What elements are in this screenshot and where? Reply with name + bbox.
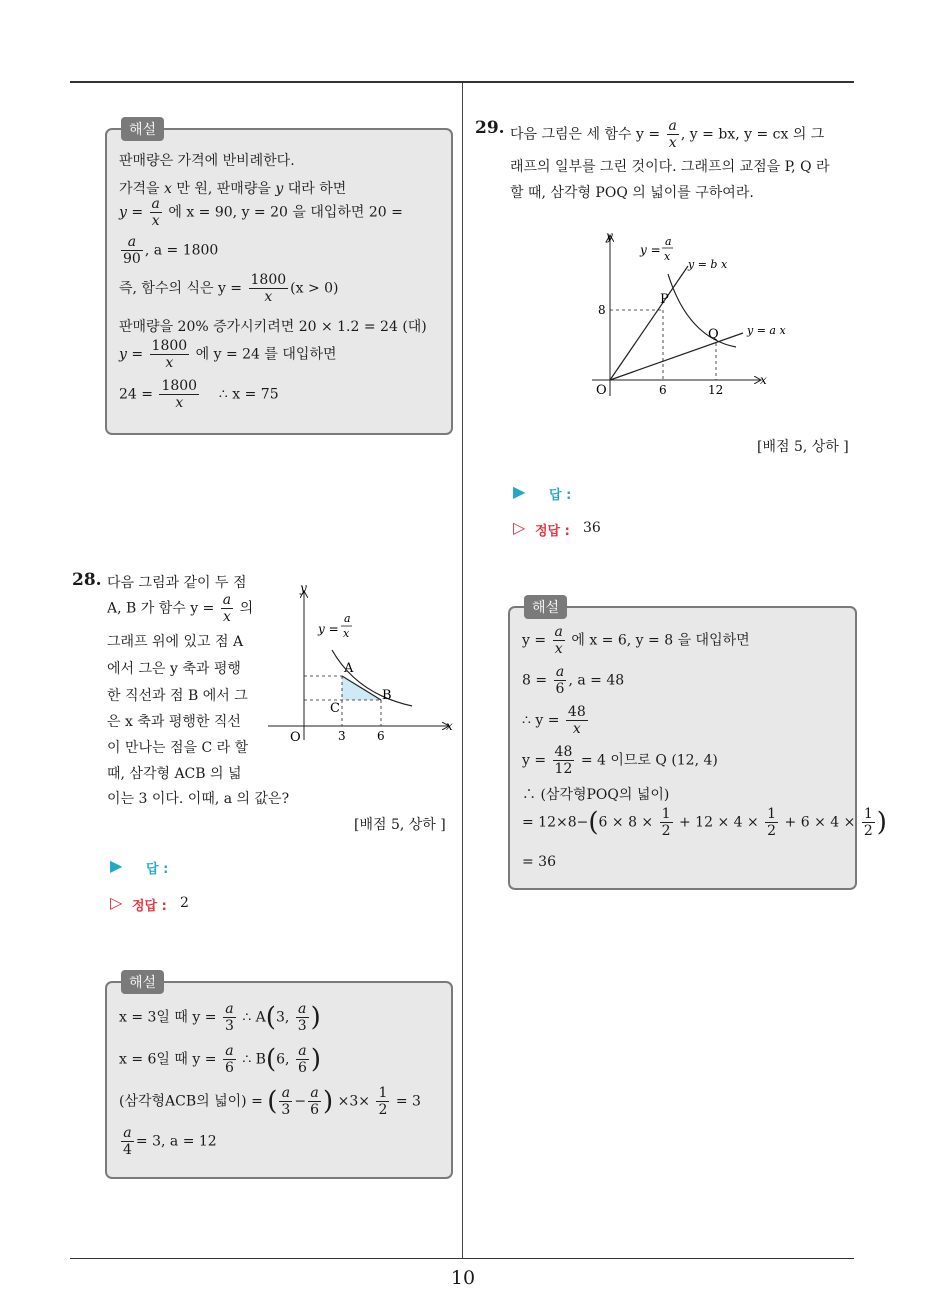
q29-label-x: x xyxy=(760,373,767,387)
q29-answer-label: 답 : xyxy=(549,488,572,503)
q29e-line-2: 8 = $\frac{a}{6}$ , a = 48 xyxy=(522,664,625,697)
q27-line-4: $\frac{a}{90}$ , a = 1800 xyxy=(123,234,219,267)
q28-correct-value: 2 xyxy=(180,895,189,911)
explanation-tab: 해설 xyxy=(121,970,164,994)
q29-line-1: 다음 그림은 세 함수 y = $\frac{a}{x}$ , y = bx, y = cx 의 그 xyxy=(510,118,825,151)
q29-line-ax xyxy=(610,333,743,380)
q28-line-5: 한 직선과 점 B 에서 그 xyxy=(107,688,248,704)
q28-line-3: 그래프 위에 있고 점 A xyxy=(107,634,244,650)
q28-score: [배점 5, 상하 ] xyxy=(354,817,446,833)
q28e-line-4: $\frac{a}{4}$ = 3, a = 12 xyxy=(123,1125,217,1158)
q28-line-6: 은 x 축과 평행한 직선 xyxy=(107,714,241,730)
explanation-tab: 해설 xyxy=(121,117,164,141)
q29-line-bx xyxy=(610,266,688,380)
q28-line-7: 이 만나는 점을 C 라 할 xyxy=(107,740,249,756)
q28-line-8: 때, 삼각형 ACB 의 넓 xyxy=(107,766,242,782)
q29-func-label: y = xyxy=(640,243,661,257)
q28-correct-label: 정답 : xyxy=(132,899,167,914)
bottom-rule xyxy=(70,1258,854,1259)
q28e-line-1: x = 3일 때 y = $\frac{a}{3}$ ∴ A(3, $\frac{a}{3}$ ) xyxy=(119,1001,321,1034)
q29-label-origin: O xyxy=(596,383,607,398)
q29-graph xyxy=(580,226,800,406)
q29-point-p: P xyxy=(660,292,669,307)
q29e-line-6: = 12×8−(6 × 8 × $\frac{1}{2}$ + 12 × 4 × $\frac{1}{2}$ + 6 × 4 × $\frac{1}{2}$ ) xyxy=(522,806,887,839)
q29-point-q: Q xyxy=(708,327,719,342)
q29-correct-icon: ▷ xyxy=(513,518,526,537)
q29-tick-6: 6 xyxy=(659,383,667,397)
q28e-line-3: (삼각형ACB의 넓이) = ( $\frac{a}{3}$ − $\frac{a}{6}$ ) ×3× $\frac{1}{2}$ = 3 xyxy=(119,1085,421,1118)
q28-func-num: a xyxy=(344,612,351,625)
q28-line-4: 에서 그은 y 축과 평행 xyxy=(107,661,241,677)
page-number: 10 xyxy=(450,1267,476,1289)
q29-score: [배점 5, 상하 ] xyxy=(757,439,849,455)
q27-line-5: 즉, 함수의 식은 y = $\frac{1800}{x}$ (x > 0) xyxy=(119,272,339,305)
q29-correct-label: 정답 : xyxy=(535,524,570,539)
q29-curve xyxy=(668,274,736,347)
q28-tick-6: 6 xyxy=(377,729,385,743)
q29-label-bx: y = b x xyxy=(688,258,728,271)
q27-line-2: 가격을 x 만 원, 판매량을 y 대라 하면 xyxy=(119,181,347,197)
q28-label-y: y xyxy=(300,581,307,595)
column-divider xyxy=(462,83,463,1258)
q29e-line-3: ∴ y = $\frac{48}{x}$ xyxy=(522,704,586,737)
q29-tick-8: 8 xyxy=(598,303,606,317)
q28-func-den: x xyxy=(343,627,350,640)
q29-line-2: 래프의 일부를 그린 것이다. 그래프의 교점을 P, Q 라 xyxy=(510,159,830,175)
q29-explanation-box xyxy=(508,600,887,890)
q28-point-b: B xyxy=(382,688,392,703)
q27-line-1: 판매량은 가격에 반비례한다. xyxy=(119,153,295,169)
q28e-line-2: x = 6일 때 y = $\frac{a}{6}$ ∴ B(6, $\frac{a}{6}$ ) xyxy=(119,1043,322,1076)
q27-line-6: 판매량을 20% 증가시키려면 20 × 1.2 = 24 (대) xyxy=(119,319,427,335)
q28-label-origin: O xyxy=(290,730,301,745)
q28-line-1: 다음 그림과 같이 두 점 xyxy=(107,575,247,591)
q29e-line-7: = 36 xyxy=(522,854,556,870)
explanation-tab: 해설 xyxy=(524,595,567,619)
q29-answer-icon: ▶ xyxy=(513,482,526,501)
q29-func-num: a xyxy=(665,235,672,248)
q28-explanation-box xyxy=(105,975,453,1179)
q29e-line-5: ∴ (삼각형POQ의 넓이) xyxy=(522,787,670,803)
q28-number: 28. xyxy=(72,570,102,590)
q29-line-3: 할 때, 삼각형 POQ 의 넓이를 구하여라. xyxy=(510,185,754,201)
q27-explanation-box xyxy=(105,122,453,435)
q29-label-y: y xyxy=(606,229,613,243)
q28-graph xyxy=(262,578,462,748)
q29-func-den: x xyxy=(664,250,671,263)
q28-answer-icon: ▶ xyxy=(110,856,123,875)
q29e-line-4: y = $\frac{48}{12}$ = 4 이므로 Q (12, 4) xyxy=(522,744,718,777)
q28-line-9: 이는 3 이다. 이때, a 의 값은? xyxy=(107,791,290,807)
q28-line-2: A, B 가 함수 y = $\frac{a}{x}$ 의 xyxy=(107,592,254,625)
q27-line-8: 24 = $\frac{1800}{x}$ ∴ x = 75 xyxy=(119,378,279,411)
q28-point-a: A xyxy=(344,661,354,676)
q28-correct-icon: ▷ xyxy=(110,893,123,912)
q27-line-3: y = $\frac{a}{x}$ 에 x = 90, y = 20 을 대입하면 20 = xyxy=(119,196,403,229)
q29-number: 29. xyxy=(475,118,505,138)
q29-label-ax: y = a x xyxy=(747,324,786,337)
q28-tick-3: 3 xyxy=(338,729,346,743)
q29-correct-value: 36 xyxy=(583,520,601,536)
q28-point-c: C xyxy=(330,701,340,716)
q28-label-x: x xyxy=(446,719,453,733)
q27-line-7: y = $\frac{1800}{x}$ 에 y = 24 를 대입하면 xyxy=(119,338,337,371)
q28-answer-label: 답 : xyxy=(146,862,169,877)
q29-tick-12: 12 xyxy=(708,383,724,397)
q29e-line-1: y = $\frac{a}{x}$ 에 x = 6, y = 8 을 대입하면 xyxy=(522,624,750,657)
q28-func-label: y = xyxy=(318,622,339,636)
